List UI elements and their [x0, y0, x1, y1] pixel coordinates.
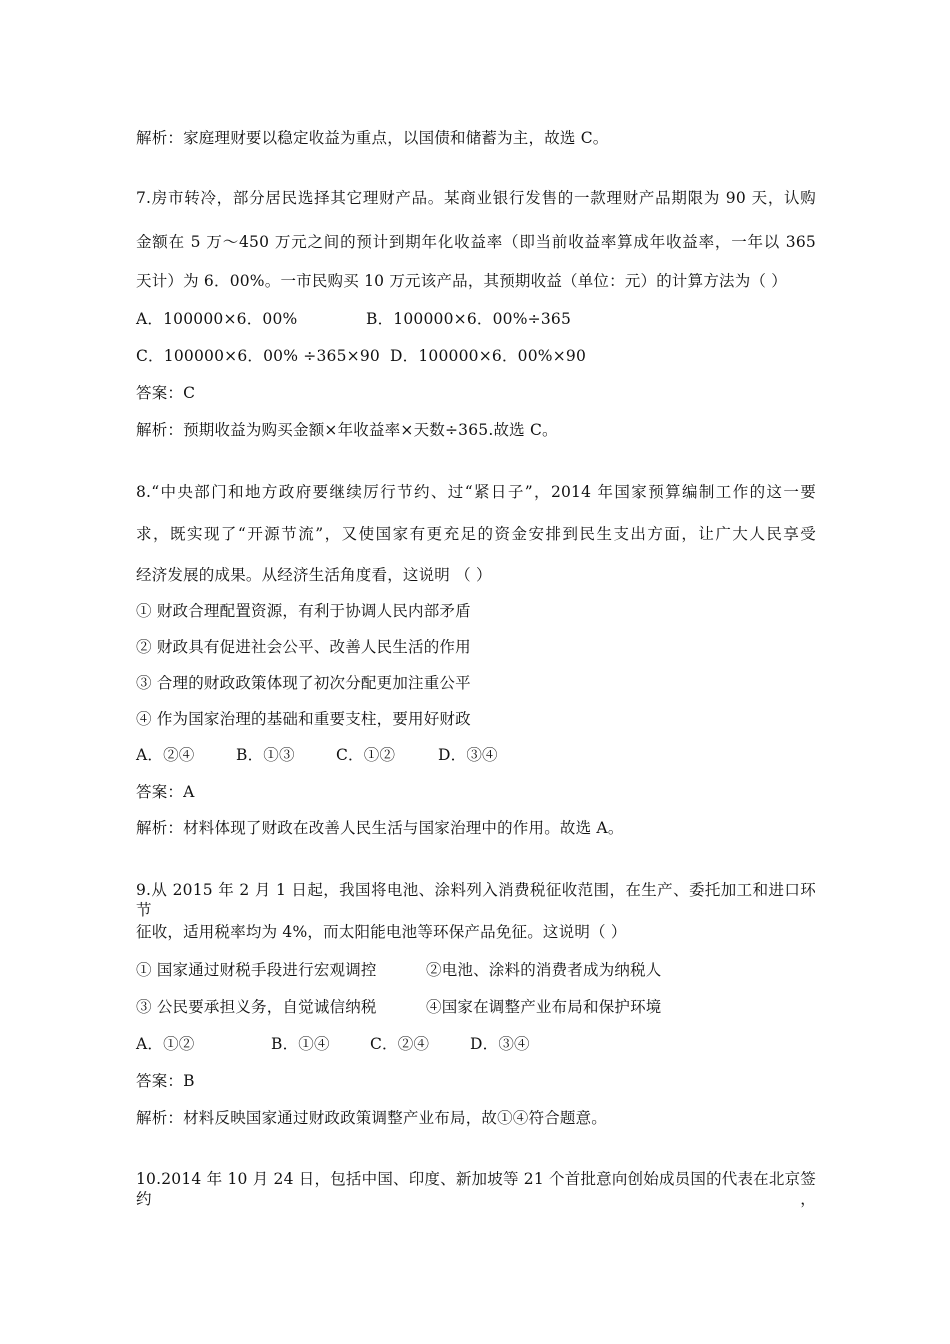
q9-statements-row1 — [136, 960, 662, 980]
q7-option-a: A．100000×6．00% — [136, 310, 298, 328]
q8-options-row — [136, 745, 498, 765]
q10-stem-line1: 10.2014 年 10 月 24 日，包括中国、印度、新加坡等 21 个首批意向创始成员国的代表在北京签约， — [136, 1170, 816, 1208]
q7-answer: 答案：C — [136, 384, 196, 402]
q8-option-a: A．②④ — [136, 746, 195, 764]
q7-stem-line2: 金额在 5 万～450 万元之间的预计到期年化收益率（即当前收益率算成年收益率，一年以 365 — [136, 233, 816, 251]
q9-analysis: 解析：材料反映国家通过财政政策调整产业布局，故①④符合题意。 — [136, 1109, 608, 1127]
q9-stem-line2: 征收，适用税率均为 4%，而太阳能电池等环保产品免征。这说明（ ） — [136, 923, 627, 941]
q9-options-row — [136, 1034, 530, 1054]
q8-stem-line3: 经济发展的成果。从经济生活角度看，这说明 （ ） — [136, 566, 492, 584]
q7-option-c: C．100000×6．00% ÷365×90 — [136, 347, 380, 365]
q8-option-b: B．①③ — [236, 746, 295, 764]
q8-option-c: C．①② — [336, 746, 396, 764]
q9-option-c: C．②④ — [370, 1035, 430, 1053]
q7-stem-line1: 7.房市转冷，部分居民选择其它理财产品。某商业银行发售的一款理财产品期限为 90 天，认购 — [136, 189, 816, 207]
q9-option-a: A．①② — [136, 1035, 195, 1053]
q7-option-d: D．100000×6．00%×90 — [390, 347, 587, 365]
q7-option-b: B．100000×6．00%÷365 — [366, 310, 572, 328]
q6-analysis: 解析：家庭理财要以稳定收益为重点，以国债和储蓄为主，故选 C。 — [136, 129, 609, 147]
q9-option-b: B．①④ — [271, 1035, 330, 1053]
q8-statement-2: ② 财政具有促进社会公平、改善人民生活的作用 — [136, 638, 471, 656]
q7-options-row1 — [136, 309, 572, 329]
q7-options-row2 — [136, 346, 587, 366]
q7-analysis: 解析：预期收益为购买金额×年收益率×天数÷365.故选 C。 — [136, 421, 558, 439]
q8-statement-4: ④ 作为国家治理的基础和重要支柱，要用好财政 — [136, 710, 471, 728]
q8-answer: 答案：A — [136, 783, 195, 801]
q7-stem-line3: 天计）为 6．00%。一市民购买 10 万元该产品，其预期收益（单位：元）的计算方法为（ ） — [136, 272, 787, 290]
q9-option-d: D．③④ — [470, 1035, 530, 1053]
q8-statement-1: ① 财政合理配置资源，有利于协调人民内部矛盾 — [136, 602, 471, 620]
q8-stem-line1: 8.“中央部门和地方政府要继续厉行节约、过“紧日子”，2014 年国家预算编制工作的这一要 — [136, 483, 816, 501]
q8-stem-line2: 求，既实现了“开源节流”，又使国家有更充足的资金安排到民生支出方面，让广大人民享受 — [136, 525, 816, 543]
q9-statements-row2 — [136, 997, 662, 1017]
q9-answer: 答案：B — [136, 1072, 195, 1090]
q8-statement-3: ③ 合理的财政政策体现了初次分配更加注重公平 — [136, 674, 471, 692]
q8-analysis: 解析：材料体现了财政在改善人民生活与国家治理中的作用。故选 A。 — [136, 819, 624, 837]
q9-statement-4: ④国家在调整产业布局和保护环境 — [426, 998, 662, 1016]
q9-statement-1: ① 国家通过财税手段进行宏观调控 — [136, 961, 377, 979]
q9-statement-2: ②电池、涂料的消费者成为纳税人 — [426, 961, 662, 979]
q8-option-d: D．③④ — [438, 746, 498, 764]
q9-stem-line1: 9.从 2015 年 2 月 1 日起，我国将电池、涂料列入消费税征收范围，在生产、委托加工和进口环节 — [136, 881, 816, 919]
q9-statement-3: ③ 公民要承担义务，自觉诚信纳税 — [136, 998, 377, 1016]
